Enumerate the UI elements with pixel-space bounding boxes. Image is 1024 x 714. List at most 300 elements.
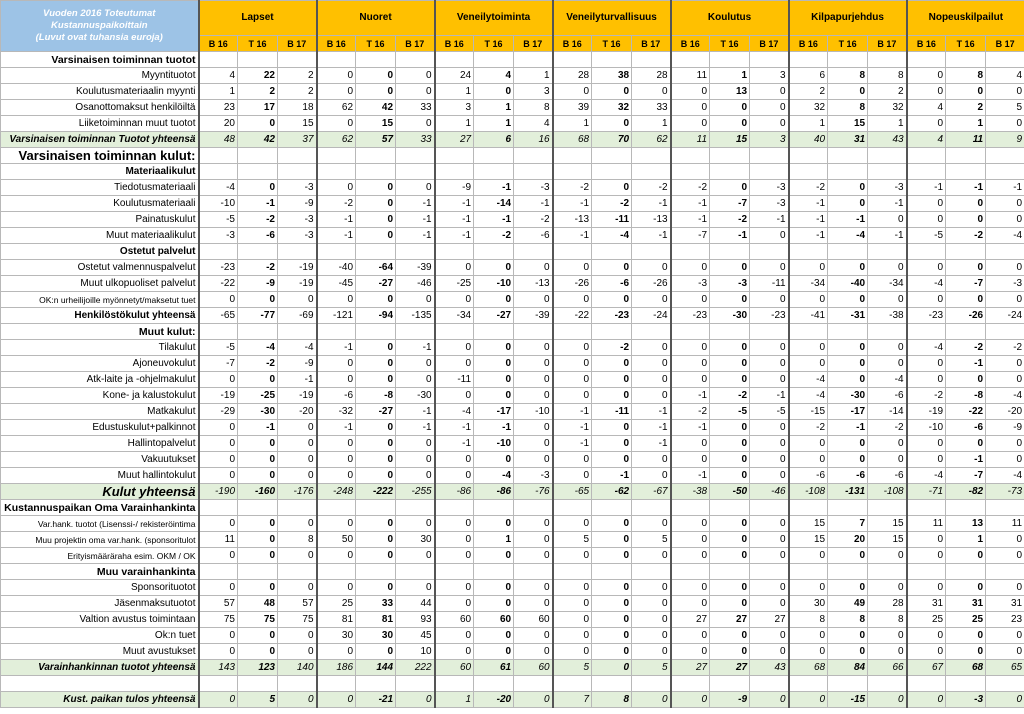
value-cell: 0 <box>396 68 435 84</box>
value-cell <box>356 148 396 164</box>
value-cell: 3 <box>750 132 789 148</box>
value-cell: 0 <box>317 180 356 196</box>
value-cell: -19 <box>907 404 946 420</box>
value-cell: -4 <box>474 468 514 484</box>
subcol-header: B 17 <box>750 36 789 52</box>
group-header: Kilpapurjehdus <box>789 1 907 36</box>
value-cell: 0 <box>750 100 789 116</box>
value-cell: -11 <box>592 404 632 420</box>
value-cell <box>356 164 396 180</box>
value-cell: 30 <box>396 532 435 548</box>
value-cell: 0 <box>592 612 632 628</box>
row-label: Ostetut palvelut <box>1 244 199 260</box>
value-cell: -1 <box>278 372 317 388</box>
value-cell: 0 <box>317 452 356 468</box>
value-cell <box>199 676 238 692</box>
value-cell: -7 <box>946 276 986 292</box>
value-cell: 0 <box>671 516 710 532</box>
value-cell: 15 <box>789 532 828 548</box>
value-cell: -8 <box>356 388 396 404</box>
value-cell: 0 <box>750 420 789 436</box>
value-cell <box>553 324 592 340</box>
value-cell: -24 <box>632 308 671 324</box>
value-cell: 0 <box>553 516 592 532</box>
value-cell: 0 <box>907 260 946 276</box>
value-cell: -29 <box>199 404 238 420</box>
value-cell: 0 <box>986 548 1024 564</box>
value-cell: 67 <box>907 660 946 676</box>
value-cell <box>907 244 946 260</box>
value-cell: -62 <box>592 484 632 500</box>
value-cell <box>671 324 710 340</box>
subcol-header: T 16 <box>474 36 514 52</box>
value-cell: -135 <box>396 308 435 324</box>
value-cell: -5 <box>199 340 238 356</box>
value-cell: 0 <box>356 292 396 308</box>
value-cell <box>396 52 435 68</box>
value-cell: -40 <box>317 260 356 276</box>
value-cell: -4 <box>789 372 828 388</box>
value-cell: -2 <box>553 180 592 196</box>
subcol-header: B 17 <box>514 36 553 52</box>
value-cell: 0 <box>356 516 396 532</box>
value-cell <box>750 164 789 180</box>
value-cell: 2 <box>789 84 828 100</box>
row-label: Varsinaisen toiminnan tuotot <box>1 52 199 68</box>
value-cell: 31 <box>828 132 868 148</box>
value-cell <box>474 500 514 516</box>
value-cell: 42 <box>238 132 278 148</box>
value-cell: -1 <box>553 196 592 212</box>
value-cell: 0 <box>828 628 868 644</box>
value-cell: -46 <box>396 276 435 292</box>
value-cell <box>671 564 710 580</box>
value-cell: 0 <box>592 292 632 308</box>
value-cell: 44 <box>396 596 435 612</box>
value-cell: -3 <box>750 196 789 212</box>
value-cell: -34 <box>868 276 907 292</box>
value-cell: 0 <box>710 372 750 388</box>
value-cell: 0 <box>474 388 514 404</box>
value-cell: -10 <box>199 196 238 212</box>
value-cell <box>789 676 828 692</box>
value-cell <box>632 164 671 180</box>
value-cell: 1 <box>199 84 238 100</box>
value-cell: 22 <box>238 68 278 84</box>
table-row <box>1 628 1024 644</box>
value-cell: 0 <box>671 628 710 644</box>
value-cell: 4 <box>514 116 553 132</box>
value-cell: 0 <box>553 356 592 372</box>
value-cell: 0 <box>396 292 435 308</box>
value-cell: 8 <box>789 612 828 628</box>
row-label: Muut ulkopuoliset palvelut <box>1 276 199 292</box>
value-cell: 0 <box>238 292 278 308</box>
value-cell: 0 <box>632 468 671 484</box>
value-cell: -34 <box>789 276 828 292</box>
value-cell: 0 <box>356 452 396 468</box>
value-cell: -160 <box>238 484 278 500</box>
value-cell <box>946 564 986 580</box>
row-label: Myyntituotot <box>1 68 199 84</box>
table-row <box>1 596 1024 612</box>
value-cell <box>199 244 238 260</box>
value-cell: -2 <box>710 388 750 404</box>
value-cell <box>946 148 986 164</box>
value-cell: 0 <box>553 292 592 308</box>
value-cell: 0 <box>396 580 435 596</box>
value-cell: 4 <box>199 68 238 84</box>
value-cell: 2 <box>946 100 986 116</box>
value-cell: 0 <box>986 292 1024 308</box>
value-cell <box>868 564 907 580</box>
value-cell: -20 <box>278 404 317 420</box>
value-cell: 0 <box>199 292 238 308</box>
row-label: Kone- ja kalustokulut <box>1 388 199 404</box>
value-cell: 1 <box>946 116 986 132</box>
value-cell: 32 <box>789 100 828 116</box>
value-cell: 0 <box>907 452 946 468</box>
row-label <box>1 676 199 692</box>
value-cell: 0 <box>356 580 396 596</box>
row-label: Varsinaisen toiminnan kulut: <box>1 148 199 164</box>
value-cell <box>199 52 238 68</box>
value-cell: 27 <box>750 612 789 628</box>
value-cell: 0 <box>553 548 592 564</box>
value-cell: 3 <box>514 84 553 100</box>
value-cell: 0 <box>789 356 828 372</box>
value-cell: 0 <box>750 548 789 564</box>
value-cell <box>592 148 632 164</box>
header-group-row <box>1 1 1024 36</box>
value-cell: 6 <box>789 68 828 84</box>
value-cell: 0 <box>435 548 474 564</box>
value-cell: 0 <box>356 420 396 436</box>
value-cell: 0 <box>396 548 435 564</box>
value-cell <box>474 52 514 68</box>
value-cell: 2 <box>238 84 278 100</box>
row-label: Valtion avustus toimintaan <box>1 612 199 628</box>
value-cell: 27 <box>671 660 710 676</box>
value-cell: -22 <box>946 404 986 420</box>
value-cell: -1 <box>435 420 474 436</box>
value-cell <box>828 52 868 68</box>
value-cell <box>868 676 907 692</box>
value-cell <box>946 52 986 68</box>
value-cell: -6 <box>789 468 828 484</box>
value-cell: 0 <box>514 260 553 276</box>
value-cell: -1 <box>238 196 278 212</box>
table-row <box>1 388 1024 404</box>
row-label: Ostetut valmennuspalvelut <box>1 260 199 276</box>
value-cell: 11 <box>671 132 710 148</box>
value-cell <box>396 148 435 164</box>
value-cell: -26 <box>553 276 592 292</box>
value-cell: -10 <box>474 436 514 452</box>
value-cell: 0 <box>238 372 278 388</box>
value-cell <box>789 324 828 340</box>
value-cell: 0 <box>710 516 750 532</box>
value-cell: -17 <box>828 404 868 420</box>
value-cell: 0 <box>868 292 907 308</box>
value-cell <box>356 52 396 68</box>
section-row <box>1 500 1024 516</box>
value-cell: -5 <box>199 212 238 228</box>
value-cell: -1 <box>671 468 710 484</box>
value-cell: 0 <box>789 548 828 564</box>
value-cell <box>435 164 474 180</box>
value-cell: 60 <box>514 660 553 676</box>
value-cell: 15 <box>789 516 828 532</box>
value-cell: 144 <box>356 660 396 676</box>
value-cell: 0 <box>632 452 671 468</box>
value-cell: 0 <box>396 372 435 388</box>
value-cell <box>553 244 592 260</box>
value-cell: -11 <box>750 276 789 292</box>
value-cell: 0 <box>986 644 1024 660</box>
value-cell: 15 <box>868 532 907 548</box>
row-label: Koulutusmateriaali <box>1 196 199 212</box>
value-cell: -1 <box>553 228 592 244</box>
value-cell: 0 <box>317 68 356 84</box>
value-cell: -2 <box>868 420 907 436</box>
value-cell: 0 <box>828 292 868 308</box>
value-cell <box>553 148 592 164</box>
value-cell: 0 <box>789 452 828 468</box>
value-cell: 1 <box>474 100 514 116</box>
value-cell: 0 <box>396 468 435 484</box>
value-cell: 0 <box>514 628 553 644</box>
value-cell: -2 <box>789 420 828 436</box>
value-cell <box>671 676 710 692</box>
value-cell: 0 <box>828 180 868 196</box>
value-cell: 45 <box>396 628 435 644</box>
value-cell: 0 <box>907 436 946 452</box>
value-cell <box>828 324 868 340</box>
value-cell: 0 <box>435 644 474 660</box>
value-cell: 0 <box>632 292 671 308</box>
value-cell <box>946 244 986 260</box>
value-cell: -222 <box>356 484 396 500</box>
value-cell: -1 <box>553 404 592 420</box>
value-cell: -25 <box>435 276 474 292</box>
value-cell: 4 <box>907 132 946 148</box>
value-cell <box>317 564 356 580</box>
value-cell: 11 <box>907 516 946 532</box>
value-cell: 0 <box>632 340 671 356</box>
value-cell: -15 <box>789 404 828 420</box>
value-cell: -1 <box>710 228 750 244</box>
value-cell: 0 <box>435 532 474 548</box>
table-row <box>1 692 1024 708</box>
value-cell <box>474 244 514 260</box>
value-cell <box>396 676 435 692</box>
value-cell: 0 <box>828 452 868 468</box>
value-cell <box>946 324 986 340</box>
table-row <box>1 212 1024 228</box>
value-cell: 0 <box>435 468 474 484</box>
value-cell <box>592 564 632 580</box>
value-cell: -2 <box>238 356 278 372</box>
value-cell <box>474 564 514 580</box>
group-header: Lapset <box>199 1 317 36</box>
value-cell: -10 <box>474 276 514 292</box>
value-cell: 0 <box>553 260 592 276</box>
table-row <box>1 484 1024 500</box>
value-cell: -1 <box>474 212 514 228</box>
value-cell: 33 <box>396 100 435 116</box>
subcol-header: B 16 <box>789 36 828 52</box>
value-cell <box>986 164 1024 180</box>
value-cell <box>238 324 278 340</box>
value-cell: -41 <box>789 308 828 324</box>
table-row <box>1 660 1024 676</box>
value-cell: 15 <box>356 116 396 132</box>
value-cell: 0 <box>474 292 514 308</box>
value-cell: 8 <box>828 68 868 84</box>
value-cell: 0 <box>750 468 789 484</box>
value-cell: 0 <box>435 292 474 308</box>
value-cell: 66 <box>868 660 907 676</box>
row-label: Varainhankinnan tuotot yhteensä <box>1 660 199 676</box>
value-cell: 0 <box>356 436 396 452</box>
value-cell <box>514 164 553 180</box>
value-cell: -2 <box>946 228 986 244</box>
value-cell <box>946 164 986 180</box>
value-cell <box>750 564 789 580</box>
value-cell <box>278 148 317 164</box>
value-cell: 4 <box>907 100 946 116</box>
value-cell: -50 <box>710 484 750 500</box>
value-cell <box>474 164 514 180</box>
value-cell: 0 <box>671 596 710 612</box>
value-cell: -8 <box>946 388 986 404</box>
value-cell: 57 <box>356 132 396 148</box>
value-cell: 8 <box>828 100 868 116</box>
value-cell: 0 <box>828 356 868 372</box>
value-cell <box>868 148 907 164</box>
value-cell: 0 <box>514 548 553 564</box>
value-cell <box>435 676 474 692</box>
value-cell: 25 <box>907 612 946 628</box>
value-cell: 9 <box>986 132 1024 148</box>
table-row <box>1 644 1024 660</box>
value-cell: -1 <box>946 356 986 372</box>
value-cell <box>396 500 435 516</box>
value-cell: -19 <box>278 276 317 292</box>
row-label: Jäsenmaksutuotot <box>1 596 199 612</box>
value-cell: 10 <box>396 644 435 660</box>
value-cell: -1 <box>396 196 435 212</box>
value-cell <box>238 52 278 68</box>
value-cell: 0 <box>828 548 868 564</box>
value-cell: 0 <box>671 292 710 308</box>
value-cell: -4 <box>986 468 1024 484</box>
value-cell: 75 <box>238 612 278 628</box>
value-cell <box>514 676 553 692</box>
value-cell: 37 <box>278 132 317 148</box>
value-cell: 1 <box>553 116 592 132</box>
value-cell: 0 <box>986 692 1024 708</box>
value-cell: 2 <box>278 68 317 84</box>
value-cell: 0 <box>553 388 592 404</box>
subcol-header: T 16 <box>238 36 278 52</box>
row-label: Tilakulut <box>1 340 199 356</box>
value-cell: 0 <box>435 580 474 596</box>
value-cell: 0 <box>396 180 435 196</box>
value-cell: 0 <box>278 516 317 532</box>
value-cell: 0 <box>199 692 238 708</box>
value-cell <box>632 52 671 68</box>
value-cell: 0 <box>435 388 474 404</box>
value-cell: 0 <box>907 628 946 644</box>
value-cell: 0 <box>828 260 868 276</box>
value-cell <box>396 564 435 580</box>
value-cell <box>317 148 356 164</box>
value-cell <box>474 676 514 692</box>
value-cell: 0 <box>199 436 238 452</box>
value-cell: 0 <box>868 340 907 356</box>
value-cell: 27 <box>710 660 750 676</box>
value-cell: 0 <box>986 532 1024 548</box>
value-cell: -5 <box>710 404 750 420</box>
value-cell <box>828 244 868 260</box>
value-cell: 0 <box>868 436 907 452</box>
value-cell: -1 <box>868 196 907 212</box>
value-cell: 0 <box>671 580 710 596</box>
value-cell: 0 <box>789 436 828 452</box>
value-cell: 0 <box>710 116 750 132</box>
row-label: Atk-laite ja -ohjelmakulut <box>1 372 199 388</box>
value-cell: -3 <box>514 180 553 196</box>
subcol-header: B 16 <box>671 36 710 52</box>
value-cell <box>710 52 750 68</box>
table-row <box>1 404 1024 420</box>
value-cell: -1 <box>632 228 671 244</box>
value-cell: -7 <box>710 196 750 212</box>
value-cell: 0 <box>514 436 553 452</box>
sheet-title <box>1 1 199 52</box>
value-cell: -4 <box>986 388 1024 404</box>
value-cell: -176 <box>278 484 317 500</box>
value-cell: 0 <box>671 84 710 100</box>
table-row <box>1 180 1024 196</box>
row-label: Koulutusmateriaalin myynti <box>1 84 199 100</box>
value-cell <box>317 324 356 340</box>
value-cell: -3 <box>278 228 317 244</box>
value-cell: -27 <box>356 404 396 420</box>
value-cell: -24 <box>986 308 1024 324</box>
table-row <box>1 468 1024 484</box>
value-cell: 0 <box>632 516 671 532</box>
value-cell: 6 <box>474 132 514 148</box>
value-cell: -14 <box>868 404 907 420</box>
value-cell: 0 <box>907 212 946 228</box>
value-cell: 0 <box>278 292 317 308</box>
value-cell: 30 <box>317 628 356 644</box>
value-cell: 8 <box>278 532 317 548</box>
value-cell: -5 <box>907 228 946 244</box>
value-cell: -2 <box>632 180 671 196</box>
value-cell: 0 <box>946 84 986 100</box>
value-cell: 0 <box>828 436 868 452</box>
value-cell: -45 <box>317 276 356 292</box>
value-cell: -1 <box>474 180 514 196</box>
value-cell: -23 <box>199 260 238 276</box>
value-cell <box>750 500 789 516</box>
row-label: Hallintopalvelut <box>1 436 199 452</box>
value-cell: -76 <box>514 484 553 500</box>
